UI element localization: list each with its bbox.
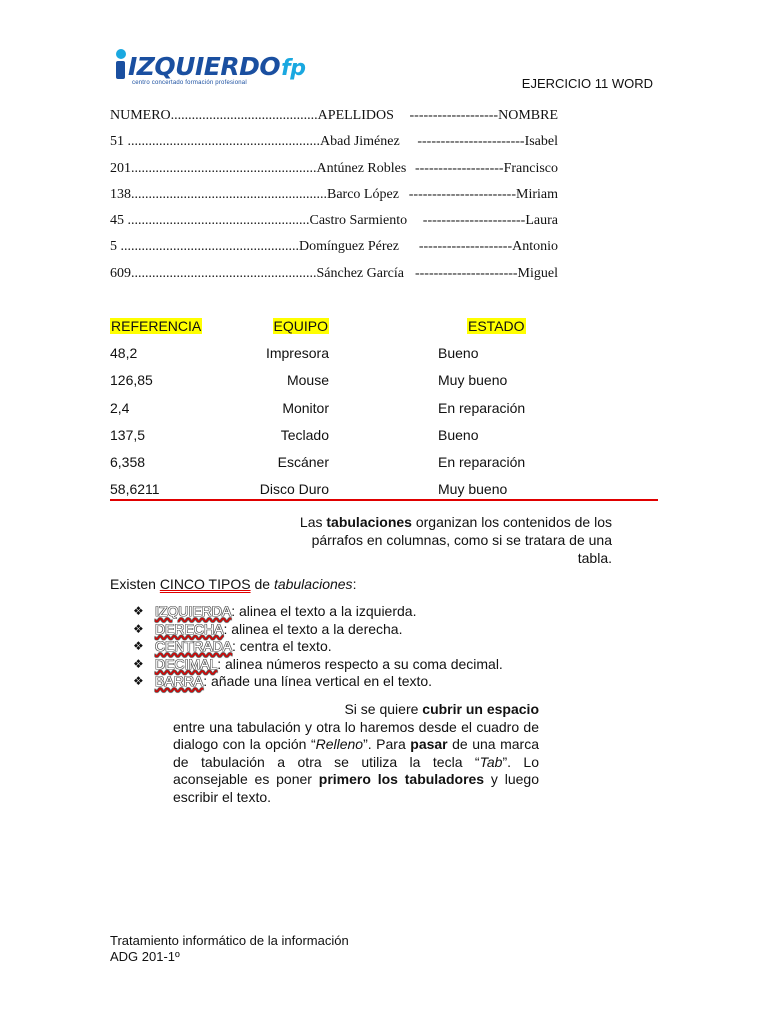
tabulaciones-intro-paragraph: Las tabulaciones organizan los contenidos de los párrafos en columnas, como si se tratara de una tabla.: [299, 514, 612, 566]
list-item: [133, 673, 503, 691]
logo-wordmark: IZQUIERDOfp: [128, 52, 306, 81]
cell-referencia: 58,6211: [110, 481, 160, 498]
tab-type-term: DERECHA: [155, 620, 224, 637]
header-equipo: EQUIPO: [273, 318, 328, 334]
tab-type-description: : alinea el texto a la izquierda.: [231, 603, 417, 619]
list-item: [133, 603, 503, 621]
cell-referencia: 6,358: [110, 453, 146, 470]
equipment-header-row: [110, 318, 660, 345]
names-row-right: -------------------Francisco: [414, 160, 558, 176]
diamond-bullet-icon: ❖: [133, 621, 144, 636]
tab-type-description: : centra el texto.: [232, 638, 332, 654]
names-row: [110, 187, 558, 213]
cell-equipo: Impresora: [265, 345, 329, 362]
cell-referencia: 48,2: [110, 345, 138, 362]
names-row-right: -----------------------Isabel: [417, 134, 558, 150]
cell-estado: En reparación: [438, 399, 526, 416]
footer-course: Tratamiento informático de la información: [110, 933, 349, 948]
names-row: [110, 266, 558, 292]
cell-equipo: Teclado: [280, 426, 329, 443]
names-row: [110, 239, 558, 265]
names-header-left: NUMERO..........................................APELLIDOS: [110, 108, 394, 123]
tab-type-description: : alinea números respecto a su coma decimal.: [217, 655, 503, 672]
names-tab-list: [110, 108, 558, 292]
tab-types-list: [133, 603, 503, 691]
equipment-row: [110, 427, 660, 454]
names-row: [110, 161, 558, 187]
diamond-bullet-icon: ❖: [133, 656, 144, 671]
list-item: [133, 638, 503, 656]
names-header-right: -------------------NOMBRE: [409, 108, 558, 123]
names-row-right: ----------------------Miguel: [414, 265, 558, 281]
tab-type-description: : añade una línea vertical en el texto.: [203, 673, 433, 689]
names-row: [110, 213, 558, 239]
page-footer: [110, 933, 349, 965]
red-bottom-border: [110, 499, 658, 501]
equipment-row: [110, 345, 660, 372]
diamond-bullet-icon: ❖: [133, 674, 144, 688]
cell-estado: Bueno: [438, 345, 479, 362]
cell-referencia: 137,5: [110, 426, 146, 443]
equipment-row: [110, 372, 660, 399]
tab-type-description: : alinea el texto a la derecha.: [223, 620, 403, 637]
names-row-left: 609.....................................................Sánchez García: [110, 265, 404, 281]
names-row-left: 51 .......................................................Abad Jiménez: [110, 134, 400, 150]
names-row-right: ----------------------Laura: [422, 213, 558, 229]
names-row-left: 138........................................................Barco López: [110, 186, 399, 202]
tab-types-heading: Existen CINCO TIPOS de tabulaciones:: [110, 576, 357, 592]
company-logo: [112, 46, 306, 94]
cell-estado: Bueno: [438, 426, 479, 443]
list-item: [133, 621, 503, 639]
header-estado: ESTADO: [468, 318, 525, 334]
paragraph-first-line: Si se quiere cubrir un espacio: [344, 701, 539, 717]
cell-referencia: 126,85: [110, 372, 153, 389]
header-referencia: REFERENCIA: [111, 318, 202, 334]
cell-equipo: Mouse: [286, 372, 329, 389]
equipment-row: [110, 454, 660, 481]
cell-equipo: Escáner: [277, 453, 329, 470]
tab-type-term: DECIMAL: [155, 655, 218, 672]
relleno-paragraph: Si se quiere cubrir un espacio entre una tabulación y otra lo haremos desde el cuadro de dialogo con la opción “Relleno”. Para pasar de una marca de tabulación a otra se utiliza la tecla “Tab”. Lo aconsejable es poner primero los tabuladores y luego escribir el texto.: [173, 701, 540, 805]
italic-term: tabulaciones: [273, 576, 353, 592]
equipment-tab-table: [110, 318, 660, 508]
cell-equipo: Disco Duro: [259, 481, 329, 498]
cell-estado: Muy bueno: [438, 372, 508, 389]
diamond-bullet-icon: ❖: [133, 604, 144, 618]
cell-estado: Muy bueno: [438, 481, 508, 498]
tab-type-term: IZQUIERDA: [155, 603, 232, 619]
names-row-left: 45 ....................................................Castro Sarmiento: [110, 213, 408, 229]
names-row-left: 201.....................................................Antúnez Robles: [110, 160, 407, 176]
equipment-row: [110, 481, 660, 508]
names-header-row: [110, 108, 558, 134]
cell-equipo: Monitor: [282, 399, 329, 416]
footer-group: ADG 201-1º: [110, 949, 180, 964]
cell-referencia: 2,4: [110, 399, 130, 416]
equipment-row: [110, 400, 660, 427]
list-item: [133, 656, 503, 674]
names-row: [110, 134, 558, 160]
cinco-tipos-text: CINCO TIPOS: [159, 576, 251, 592]
names-row-left: 5 ...................................................Domínguez Pérez: [110, 239, 399, 255]
diamond-bullet-icon: ❖: [133, 639, 144, 653]
exercise-title: EJERCICIO 11 WORD: [521, 76, 653, 91]
tab-type-term: BARRA: [155, 673, 204, 689]
cell-estado: En reparación: [438, 453, 526, 470]
names-row-right: --------------------Antonio: [418, 239, 558, 255]
logo-tagline: centro concertado formación profesional: [132, 80, 247, 86]
names-row-right: -----------------------Miriam: [408, 186, 558, 202]
tab-type-term: CENTRADA: [155, 638, 233, 654]
bold-term: tabulaciones: [326, 514, 412, 530]
